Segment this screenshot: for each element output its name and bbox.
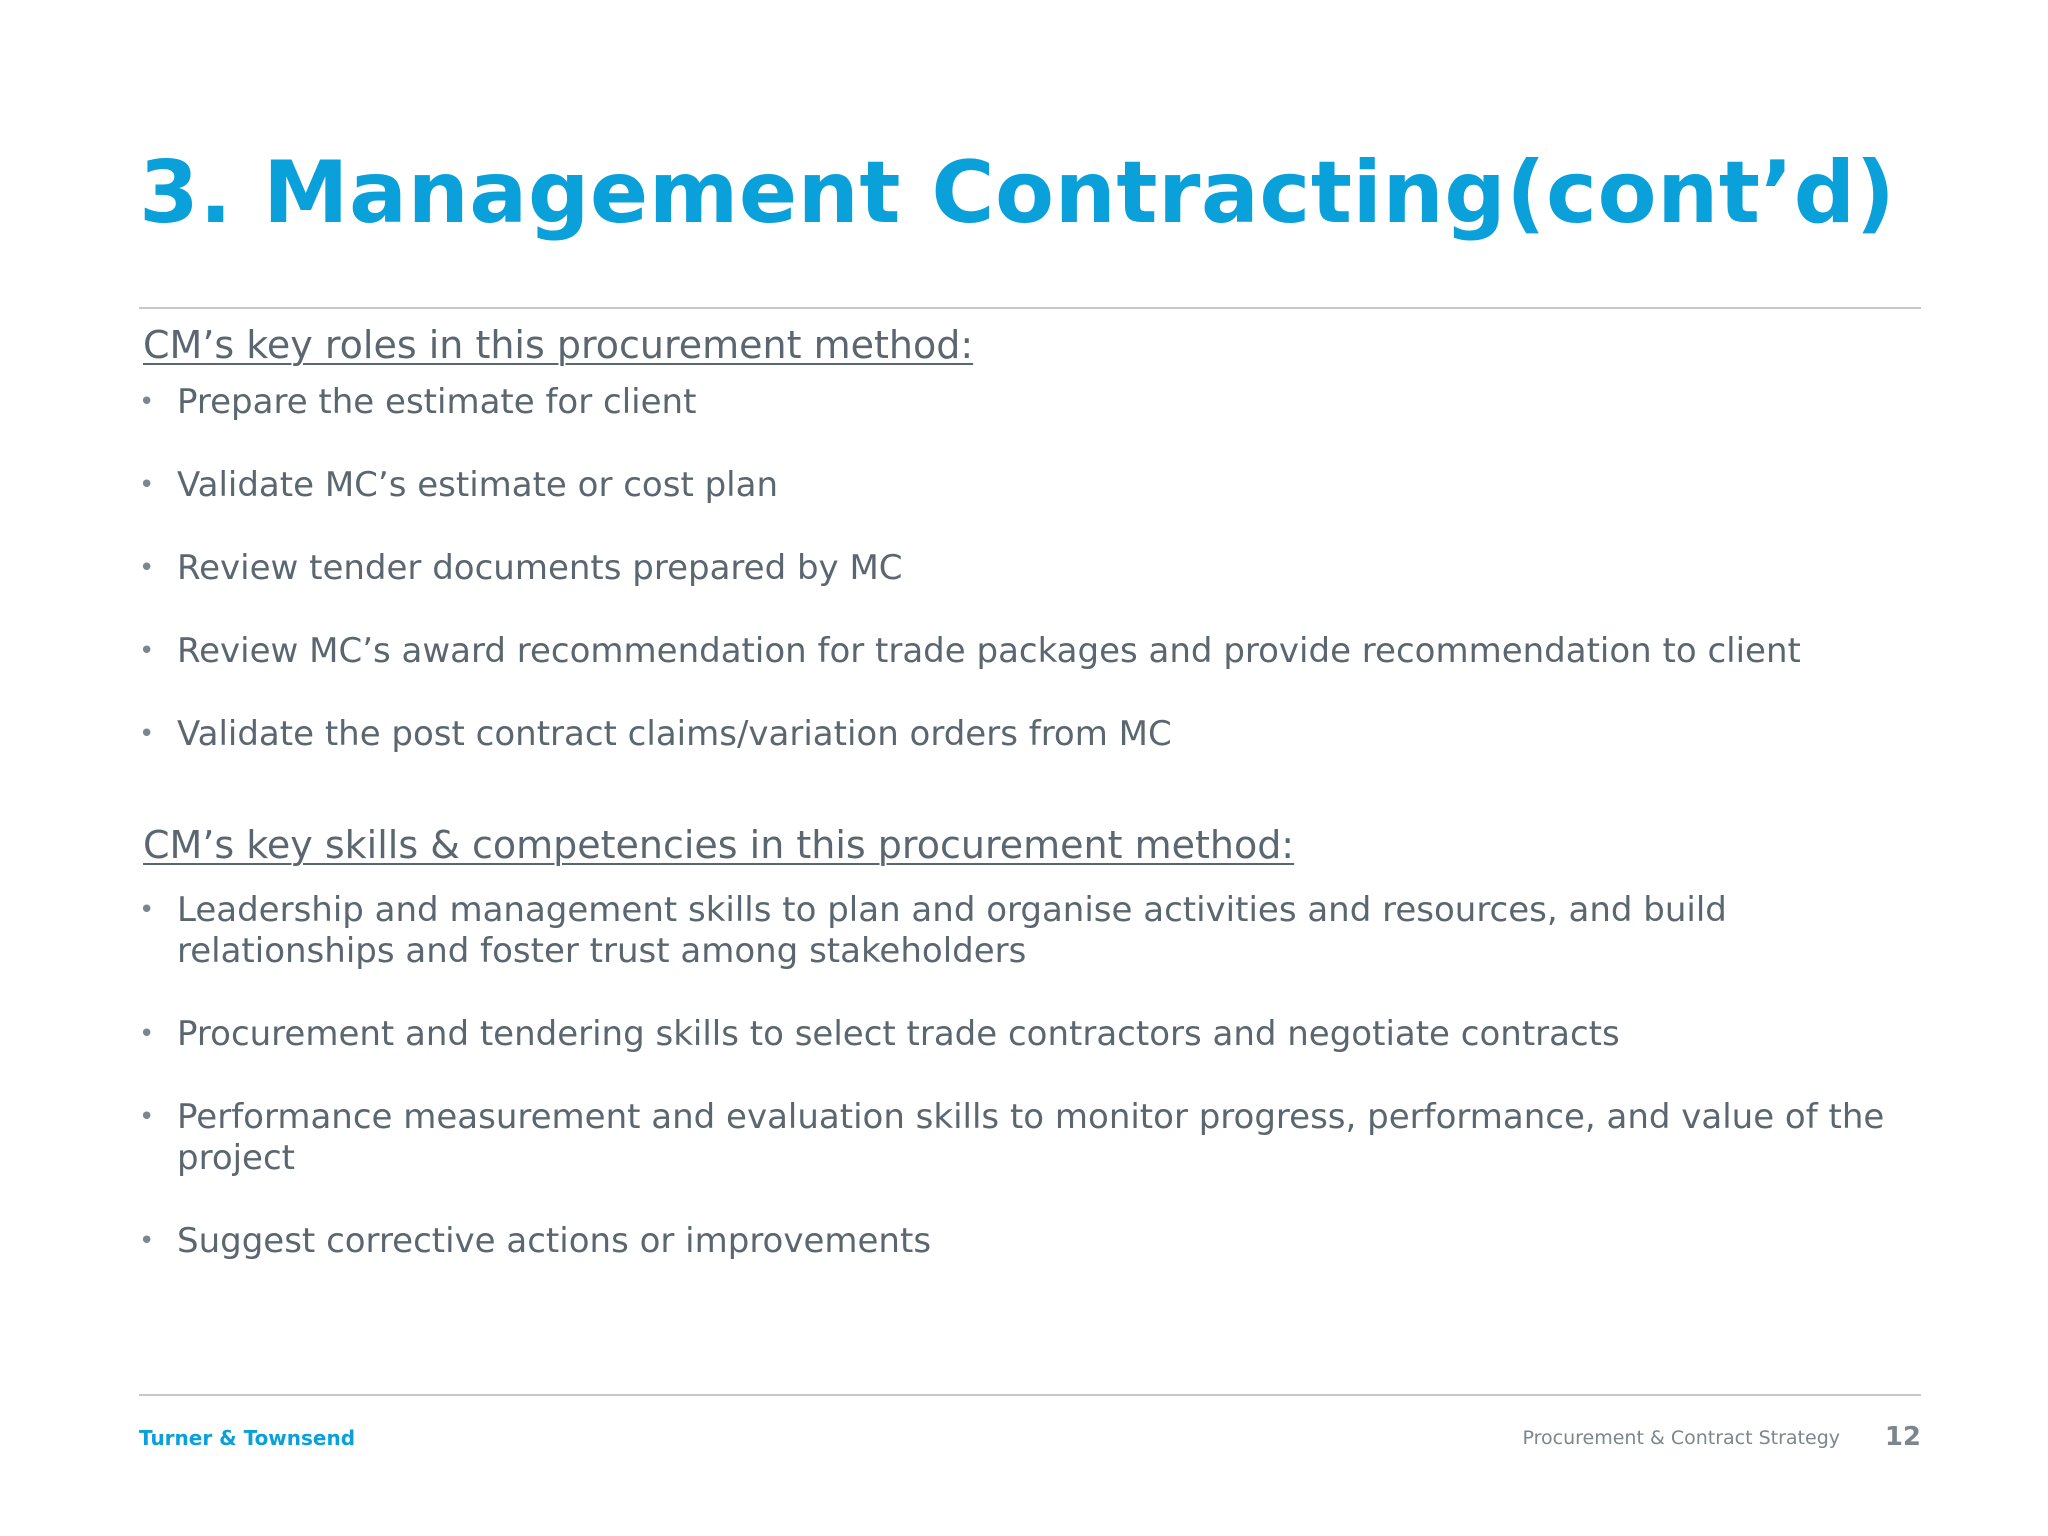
list-item-text: Suggest corrective actions or improvements bbox=[177, 1221, 932, 1261]
bullet-icon: • bbox=[139, 1019, 155, 1049]
list-item bbox=[139, 714, 1929, 755]
bullet-icon: • bbox=[139, 387, 155, 417]
bullet-icon: • bbox=[139, 553, 155, 583]
list-item bbox=[139, 1014, 1929, 1055]
bullet-icon: • bbox=[139, 636, 155, 666]
bullet-icon: • bbox=[139, 895, 155, 925]
title-divider bbox=[139, 307, 1921, 309]
list-item-text: Performance measurement and evaluation skills to monitor progress, performance, and value of the project bbox=[177, 1097, 1885, 1178]
list-item-text: Validate MC’s estimate or cost plan bbox=[177, 465, 778, 505]
list-item-text: Procurement and tendering skills to select trade contractors and negotiate contracts bbox=[177, 1014, 1620, 1054]
list-item bbox=[139, 548, 1929, 589]
list-item bbox=[139, 1097, 1929, 1179]
slide-title: 3. Management Contracting(cont’d) bbox=[139, 143, 1896, 243]
list-item bbox=[139, 890, 1929, 972]
roles-list bbox=[139, 382, 1929, 797]
list-item-text: Leadership and management skills to plan and organise activities and resources, and build relationships and foster trust among stakeholders bbox=[177, 890, 1727, 971]
bullet-icon: • bbox=[139, 470, 155, 500]
roles-heading: CM’s key roles in this procurement method: bbox=[143, 323, 974, 367]
bullet-icon: • bbox=[139, 719, 155, 749]
skills-heading: CM’s key skills & competencies in this procurement method: bbox=[143, 823, 1295, 867]
list-item-text: Review MC’s award recommendation for trade packages and provide recommendation to client bbox=[177, 631, 1801, 671]
list-item bbox=[139, 631, 1929, 672]
page-number: 12 bbox=[1884, 1422, 1921, 1452]
list-item bbox=[139, 1221, 1929, 1262]
footer-brand-logo: Turner & Townsend bbox=[139, 1426, 356, 1450]
list-item-text: Prepare the estimate for client bbox=[177, 382, 697, 422]
bullet-icon: • bbox=[139, 1102, 155, 1132]
bullet-icon: • bbox=[139, 1226, 155, 1256]
list-item-text: Validate the post contract claims/variation orders from MC bbox=[177, 714, 1172, 754]
skills-list bbox=[139, 890, 1929, 1304]
footer-document-title: Procurement & Contract Strategy bbox=[1522, 1427, 1840, 1449]
list-item bbox=[139, 382, 1929, 423]
list-item bbox=[139, 465, 1929, 506]
list-item-text: Review tender documents prepared by MC bbox=[177, 548, 903, 588]
footer-divider bbox=[139, 1394, 1921, 1396]
